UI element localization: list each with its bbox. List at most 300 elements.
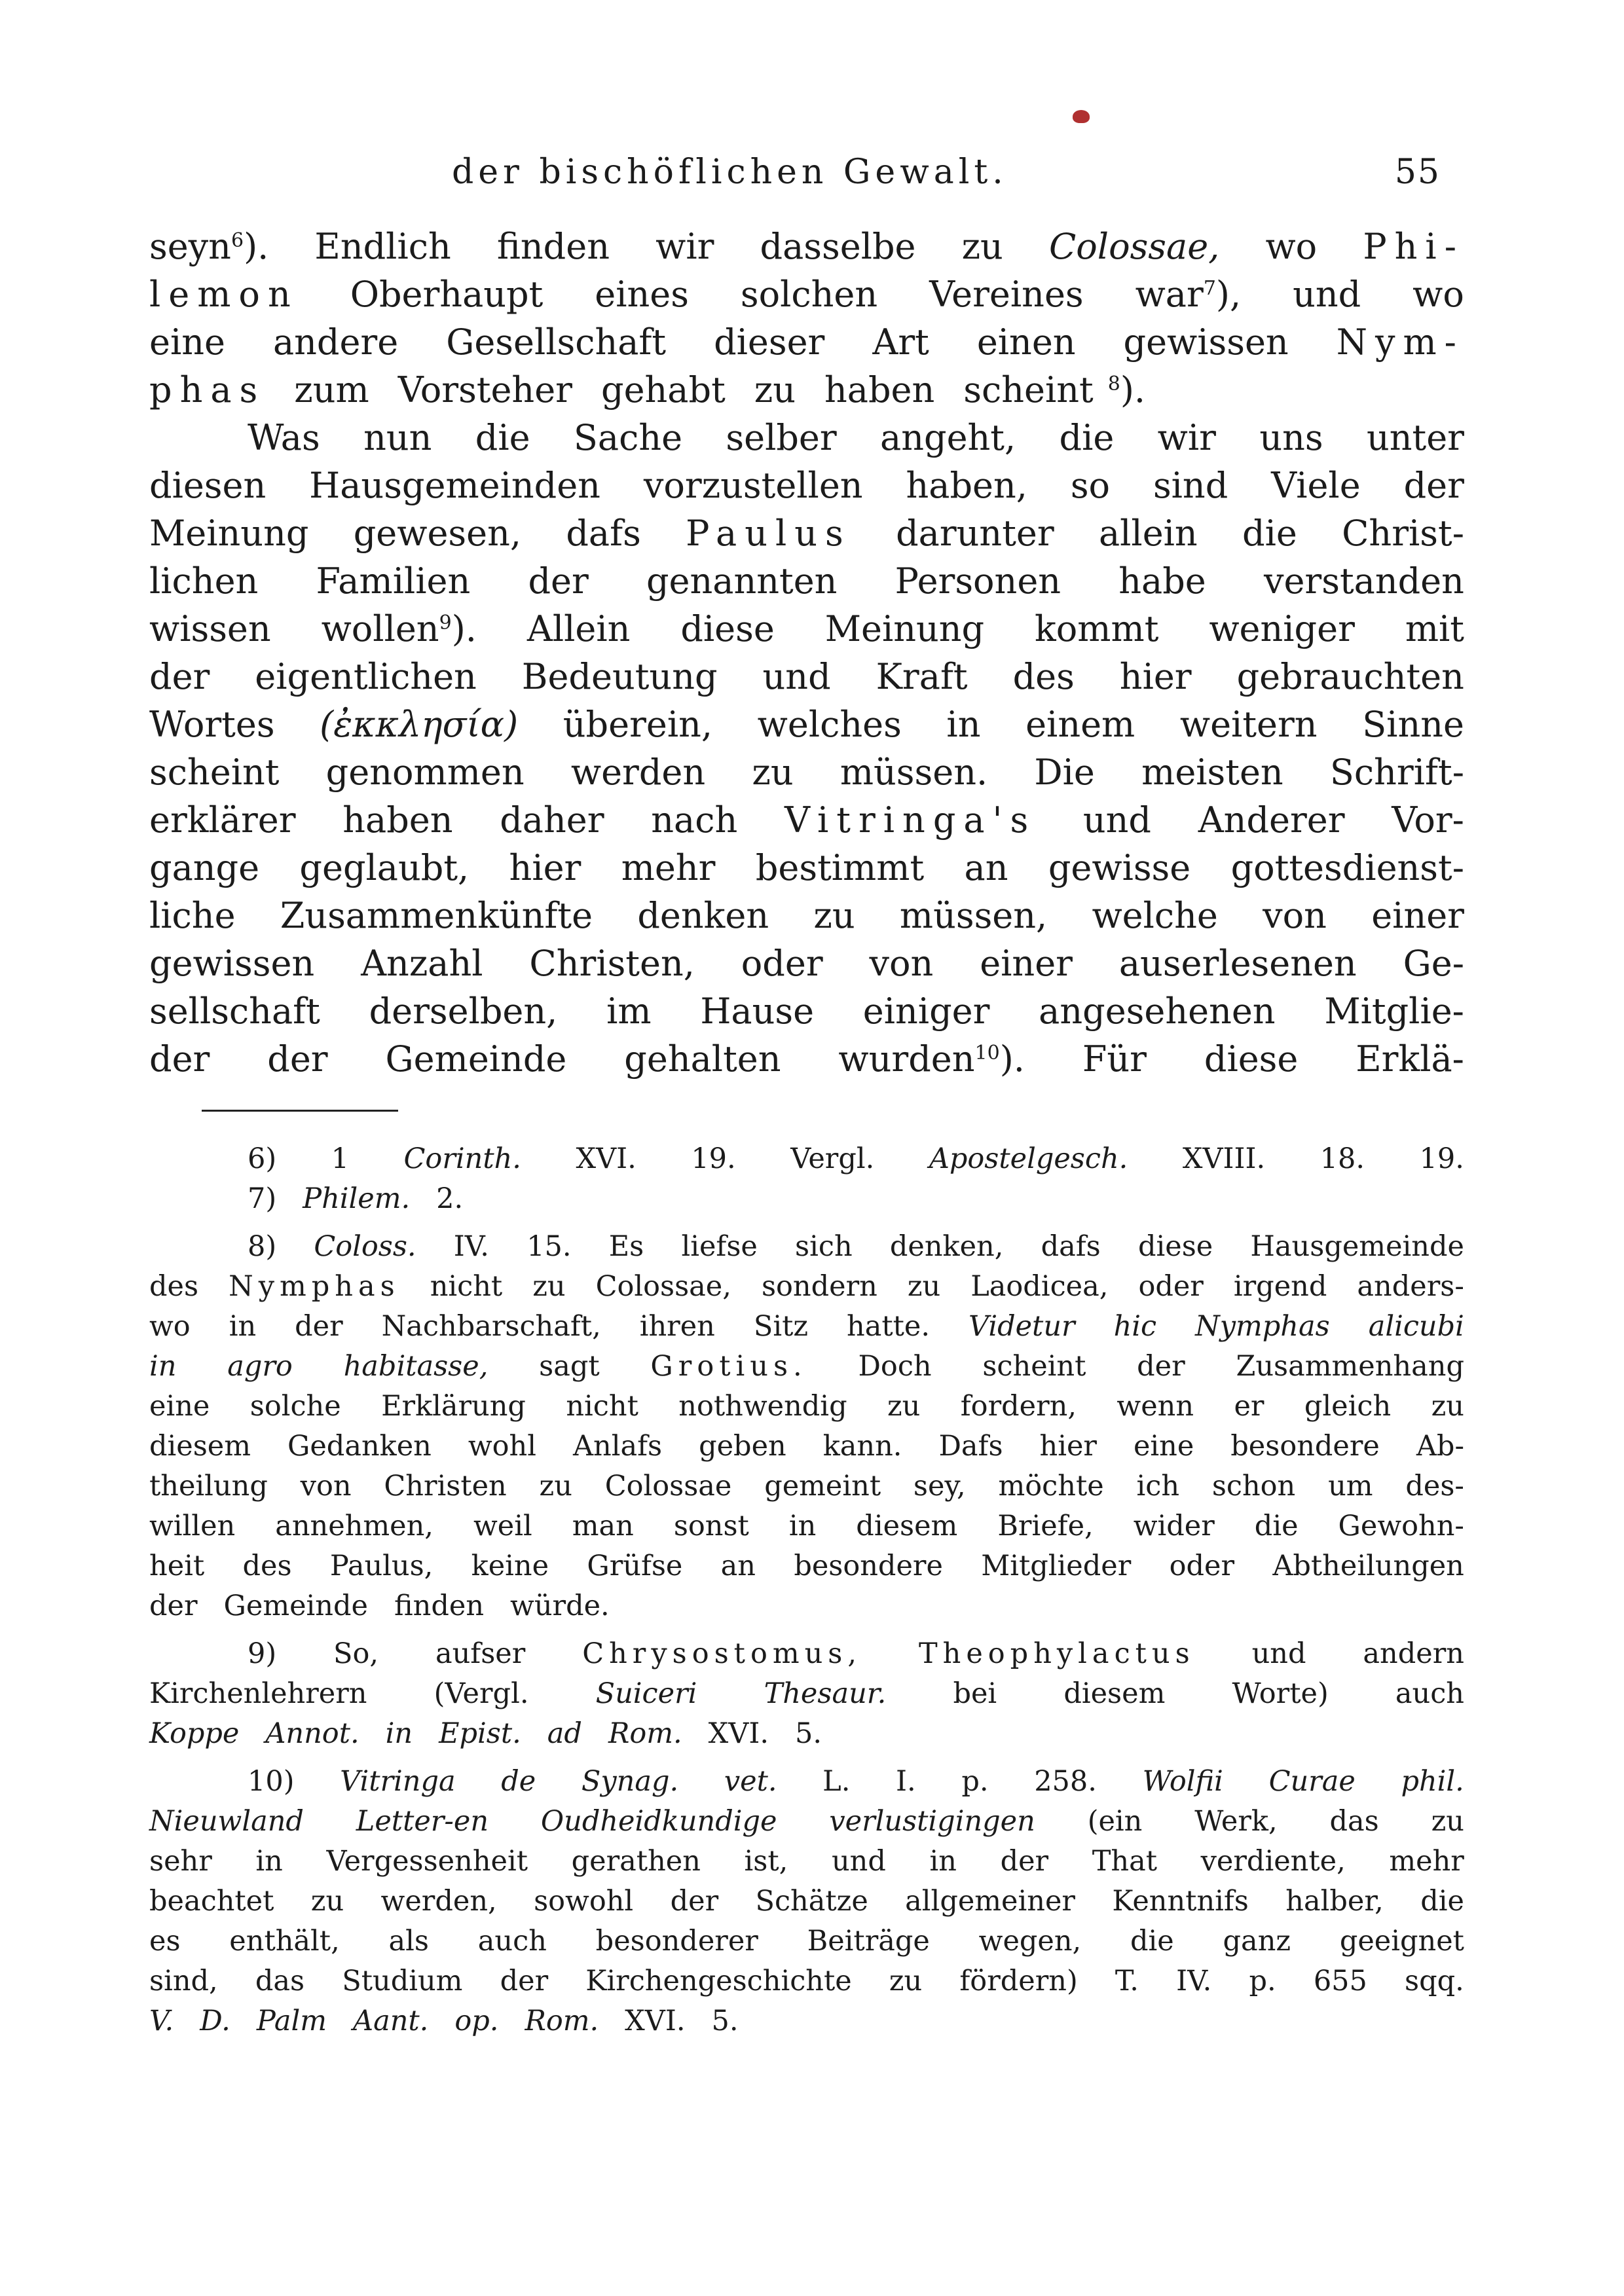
word-group	[745, 1842, 788, 1882]
word: und	[1293, 274, 1361, 315]
word-group	[760, 223, 916, 270]
word: um	[1328, 1470, 1373, 1503]
word: (Vergl.	[434, 1677, 529, 1710]
word-group	[686, 509, 851, 557]
word-group	[1143, 1762, 1223, 1802]
word: Mitglieder	[981, 1550, 1132, 1582]
word-group	[900, 892, 1047, 939]
word: verlustigingen	[829, 1805, 1035, 1838]
word-group	[350, 270, 544, 318]
word-group	[1001, 1842, 1049, 1882]
word: hatte.	[847, 1310, 931, 1343]
word-group	[1412, 270, 1464, 318]
word-group	[354, 509, 521, 557]
word: wurden	[838, 1038, 975, 1080]
word: 258.	[1034, 1765, 1097, 1798]
word: Letter-en	[356, 1805, 489, 1838]
word: unter	[1366, 417, 1464, 458]
word: wissen	[149, 608, 271, 649]
word-group	[1431, 1802, 1464, 1842]
word-group	[1363, 223, 1464, 270]
word: scheint	[982, 1350, 1086, 1383]
footnote-ref: 7	[1203, 277, 1216, 300]
word-group	[1176, 1961, 1211, 2001]
word-group	[369, 987, 558, 1035]
word-group	[1265, 223, 1317, 270]
word-group	[714, 318, 824, 366]
word-group	[497, 223, 610, 270]
word: haben	[824, 369, 935, 410]
word-group	[1099, 509, 1198, 557]
word: 15.	[526, 1230, 572, 1263]
word-group	[1025, 701, 1135, 748]
word: der	[500, 1965, 549, 1997]
word: Laodicea,	[970, 1270, 1109, 1303]
word: Synag.	[581, 1765, 679, 1798]
word-group	[540, 1467, 572, 1506]
word-group	[961, 1387, 1077, 1427]
word: Meinung	[824, 608, 985, 649]
word-group	[965, 844, 1008, 892]
word: Nachbarschaft,	[381, 1310, 601, 1343]
word-group	[1362, 701, 1464, 748]
word-group	[1138, 1267, 1203, 1307]
word-group	[1264, 557, 1464, 605]
word-group	[754, 1307, 808, 1347]
word-group	[386, 1714, 426, 1754]
word-group	[394, 1586, 497, 1626]
word-group	[1034, 748, 1095, 796]
word: 7)	[248, 1182, 277, 1215]
word: ).	[244, 226, 269, 267]
word: wider	[1133, 1510, 1215, 1542]
word-group	[919, 1634, 1195, 1674]
word-group	[1259, 414, 1323, 462]
word: 9)	[248, 1637, 277, 1670]
word: in	[929, 1845, 957, 1878]
word-group	[149, 366, 280, 414]
word-group	[962, 223, 1003, 270]
footnote-line	[149, 1139, 1464, 1179]
word-group	[475, 414, 530, 462]
footnote-line	[149, 1842, 1464, 1882]
word-group	[295, 1307, 343, 1347]
word: in	[946, 704, 981, 745]
footnote-gap	[149, 1754, 1464, 1762]
word-group	[342, 796, 452, 844]
word: diese	[1137, 1230, 1213, 1263]
word: Ge-	[1403, 943, 1464, 984]
word: wenn	[1116, 1390, 1194, 1423]
word: Endlich	[314, 226, 451, 267]
word-group	[1314, 1961, 1367, 2001]
word: irgend	[1233, 1270, 1327, 1303]
word-group	[1195, 1307, 1330, 1347]
word-group	[149, 1347, 176, 1387]
word-group	[563, 701, 712, 748]
word: Anlafs	[572, 1430, 663, 1463]
word: Oberhaupt	[350, 274, 544, 315]
word-group	[1236, 1347, 1464, 1387]
word: Erklä-	[1356, 1038, 1464, 1080]
word-group	[386, 1035, 567, 1083]
word-group	[1234, 1267, 1327, 1307]
word: Colossae,	[595, 1270, 731, 1303]
word: ).	[999, 1038, 1025, 1080]
word: 8)	[248, 1230, 277, 1263]
word: weniger	[1209, 608, 1355, 649]
word-group	[227, 1347, 293, 1387]
body-line	[149, 844, 1464, 892]
word: ),	[1215, 274, 1242, 315]
word: denken	[637, 895, 769, 936]
word: V.	[149, 2005, 174, 2037]
word: andern	[1363, 1637, 1464, 1670]
word-group	[741, 939, 823, 987]
word-group	[1183, 1139, 1265, 1179]
word-group	[468, 1427, 536, 1467]
word-group	[572, 1842, 701, 1882]
word: finden	[394, 1590, 485, 1622]
word: andere	[272, 321, 399, 363]
word: bestimmt	[755, 847, 925, 888]
word-group	[1401, 1762, 1464, 1802]
word-group	[532, 1267, 565, 1307]
word: selber	[726, 417, 837, 458]
word: oder	[741, 943, 823, 984]
word: der	[149, 1590, 198, 1622]
word: gottesdienst-	[1230, 847, 1464, 888]
word-group	[979, 1922, 1082, 1961]
word-group	[1063, 1674, 1165, 1714]
word: lichen	[149, 560, 259, 602]
word: finden	[496, 226, 610, 267]
word-group	[625, 2001, 698, 2041]
word-group	[149, 1922, 181, 1961]
word-group	[1116, 1387, 1194, 1427]
word-group	[224, 1586, 381, 1626]
word: geeignet	[1339, 1925, 1464, 1958]
word: müssen.	[840, 752, 988, 793]
footnote-line	[149, 1922, 1464, 1961]
word-group	[149, 462, 266, 509]
word-group	[655, 223, 714, 270]
word-group	[404, 1139, 521, 1179]
word: sehr	[149, 1845, 212, 1878]
word-group	[149, 509, 308, 557]
word: Colossae,	[1048, 226, 1220, 267]
word: XVI.	[708, 1717, 769, 1750]
word: die	[1059, 417, 1115, 458]
word: Mitglie-	[1324, 991, 1464, 1032]
word: Schrift-	[1329, 752, 1464, 793]
word: zu	[889, 1965, 923, 1997]
word: diesem	[1063, 1677, 1166, 1710]
word: phas	[149, 369, 266, 410]
word-group	[149, 1546, 204, 1586]
word: und	[1082, 799, 1151, 841]
word-group	[1092, 892, 1217, 939]
word: Paulus,	[329, 1550, 434, 1582]
word-group	[1431, 1387, 1464, 1427]
word: verdiente,	[1200, 1845, 1346, 1878]
word: der	[295, 1310, 343, 1343]
word-group	[1158, 414, 1216, 462]
word: heit	[149, 1550, 205, 1582]
word: Hause	[700, 991, 815, 1032]
word-group	[822, 1762, 850, 1802]
word: Rom.	[608, 1717, 682, 1750]
word-group	[528, 557, 588, 605]
word: welche	[1092, 895, 1218, 936]
word: besonderer	[595, 1925, 758, 1958]
word-group	[320, 701, 518, 748]
word-group	[1338, 1506, 1464, 1546]
word: zu	[887, 1390, 921, 1423]
word: Nymphas	[1195, 1310, 1330, 1343]
word: gehabt	[601, 369, 726, 410]
word: man	[572, 1510, 634, 1542]
word-group	[576, 1139, 636, 1179]
word: der	[267, 1038, 328, 1080]
word: und	[831, 1845, 886, 1878]
word: eigentlichen	[255, 656, 477, 697]
body-line	[149, 748, 1464, 796]
word: anders-	[1357, 1270, 1464, 1303]
word: und	[1251, 1637, 1306, 1670]
word-group	[149, 748, 279, 796]
word-group	[825, 605, 984, 653]
word-group	[959, 1961, 1077, 2001]
word-group	[342, 1961, 462, 2001]
word-group	[398, 366, 587, 414]
word: kommt	[1035, 608, 1159, 649]
word: von	[1263, 895, 1327, 936]
word-group	[678, 1387, 847, 1427]
word-group	[500, 1961, 549, 2001]
body-line	[149, 1035, 1464, 1083]
word-group	[509, 844, 581, 892]
word: dasselbe	[760, 226, 916, 267]
word: des	[1012, 656, 1075, 697]
word-group	[1252, 1634, 1306, 1674]
word-group	[340, 1762, 456, 1802]
word: gewissen	[149, 943, 315, 984]
word: in	[255, 1845, 283, 1878]
word-group	[977, 318, 1076, 366]
word: Studium	[342, 1965, 463, 1997]
word: Theophylactus	[918, 1637, 1195, 1670]
word-group	[726, 414, 836, 462]
running-head	[452, 143, 1441, 202]
word-group	[908, 1267, 940, 1307]
word-group	[1013, 653, 1075, 701]
word: ist,	[744, 1845, 788, 1878]
word-group	[478, 1922, 547, 1961]
word-group	[1392, 796, 1464, 844]
word: liefse	[681, 1230, 758, 1263]
word: aufser	[435, 1637, 526, 1670]
word-group	[581, 1762, 678, 1802]
word: die	[1130, 1925, 1174, 1958]
word-group	[149, 844, 259, 892]
word: Annot.	[265, 1717, 360, 1750]
word: gleich	[1304, 1390, 1392, 1423]
word: Paulus	[686, 513, 851, 554]
word: der	[1137, 1350, 1185, 1383]
footnote-line	[149, 1961, 1464, 2001]
word: IV.	[1176, 1965, 1212, 1997]
word: Thesaur.	[764, 1677, 887, 1710]
word: dafs	[566, 513, 641, 554]
word-group	[606, 987, 651, 1035]
word: Art	[872, 321, 929, 363]
word: Kirchenlehrern	[149, 1677, 367, 1710]
word: Ab-	[1416, 1430, 1464, 1463]
word-group	[963, 366, 1160, 414]
word: alicubi	[1368, 1310, 1464, 1343]
word: Christen,	[529, 943, 695, 984]
word-group	[856, 1506, 957, 1546]
word: wollen	[321, 608, 439, 649]
word: seyn	[149, 226, 231, 267]
word: Nymphas	[229, 1270, 400, 1303]
word: Suiceri	[595, 1677, 697, 1710]
word-group	[353, 2001, 441, 2041]
word: Sinne	[1362, 704, 1464, 745]
word-group	[361, 939, 483, 987]
word: haben	[342, 799, 453, 841]
word: zu	[752, 752, 794, 793]
word-group	[1180, 701, 1318, 748]
word-group	[1088, 1802, 1143, 1842]
word-group	[149, 892, 236, 939]
word-group	[1170, 1546, 1234, 1586]
word: allgemeiner	[905, 1885, 1075, 1918]
footnote-line	[149, 1634, 1464, 1674]
word: dafs	[1041, 1230, 1101, 1263]
word: Gesellschaft	[446, 321, 667, 363]
word-group	[267, 1035, 327, 1083]
word-group	[1071, 462, 1110, 509]
word-group	[1049, 223, 1219, 270]
word-group	[1130, 1922, 1174, 1961]
word-group	[149, 1467, 268, 1506]
footnote-line	[149, 1347, 1464, 1387]
word-group	[250, 1387, 341, 1427]
word-group	[1285, 1882, 1384, 1922]
body-line	[149, 366, 1464, 414]
word: des	[242, 1550, 292, 1582]
word-group	[1404, 462, 1464, 509]
word-group	[1249, 1961, 1276, 2001]
word-group	[574, 414, 682, 462]
word: IV.	[453, 1230, 489, 1263]
word-group	[1204, 1035, 1298, 1083]
word: Allein	[526, 608, 631, 649]
body-line	[149, 223, 1464, 270]
word: Chrysostomus,	[582, 1637, 862, 1670]
word: Sitz	[753, 1310, 809, 1343]
word: genommen	[325, 752, 525, 793]
word: XVI.	[576, 1142, 637, 1175]
word-group	[1340, 1922, 1464, 1961]
word-group	[149, 1762, 295, 1802]
word: de	[501, 1765, 536, 1798]
word: Vereines	[929, 274, 1084, 315]
footnote-line	[149, 2001, 1464, 2041]
word: Gemeinde	[385, 1038, 567, 1080]
word-group	[1420, 1882, 1464, 1922]
word-group	[700, 987, 814, 1035]
word-group	[790, 1139, 874, 1179]
word-group	[522, 653, 718, 701]
word-group	[1112, 1882, 1249, 1922]
word-group	[1255, 1506, 1299, 1546]
word-group	[1293, 270, 1361, 318]
word-group	[229, 1922, 339, 1961]
word-group	[273, 318, 398, 366]
word-group	[756, 844, 924, 892]
word-group	[1403, 939, 1464, 987]
word: in	[385, 1717, 413, 1750]
word: Hausgemeinden	[309, 465, 600, 506]
word-group	[471, 1546, 549, 1586]
page-number: 55	[1394, 153, 1441, 192]
word-group	[758, 701, 902, 748]
word: Nieuwland	[149, 1805, 304, 1838]
word: Vergl.	[790, 1142, 875, 1175]
word: wohl	[468, 1430, 536, 1463]
word-group	[149, 1586, 211, 1626]
word: nicht	[566, 1390, 638, 1423]
word: annehmen,	[275, 1510, 434, 1542]
word-group	[314, 223, 451, 270]
word: Vor-	[1392, 799, 1464, 841]
word: nun	[363, 417, 432, 458]
word: eine	[1133, 1430, 1194, 1463]
word: wir	[1157, 417, 1216, 458]
word: Christ-	[1342, 513, 1464, 554]
word: Beiträge	[807, 1925, 930, 1958]
word: hier	[1119, 656, 1192, 697]
word: möchte	[998, 1470, 1104, 1503]
word-group	[573, 1427, 662, 1467]
word: Kirchengeschichte	[585, 1965, 852, 1997]
word-group	[961, 1762, 988, 1802]
word: diesem	[856, 1510, 958, 1542]
footnote-line	[149, 1467, 1464, 1506]
word: einer	[980, 943, 1073, 984]
word: theilung	[149, 1470, 268, 1503]
word: Briefe,	[997, 1510, 1094, 1542]
word: zum	[294, 369, 369, 410]
footnote-line	[149, 1227, 1464, 1267]
word-group	[997, 1506, 1093, 1546]
word: von	[300, 1470, 352, 1503]
word-group	[1263, 892, 1327, 939]
word-group	[539, 1347, 600, 1387]
word-group	[1141, 748, 1283, 796]
word: sellschaft	[149, 991, 320, 1032]
word: D.	[200, 2005, 231, 2037]
word: ganz	[1223, 1925, 1291, 1958]
word-group	[547, 1714, 595, 1754]
word-group	[724, 1762, 777, 1802]
word: auserlesenen	[1118, 943, 1357, 984]
word-group	[149, 1802, 304, 1842]
word-group	[1212, 1467, 1295, 1506]
